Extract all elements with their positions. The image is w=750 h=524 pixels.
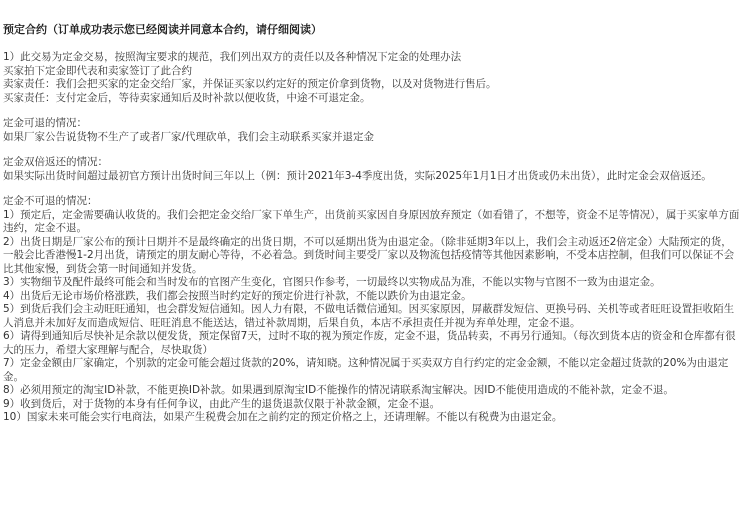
spacer xyxy=(3,144,742,156)
list-item: 3）实物细节及配件最终可能会和当时发布的官图产生变化，官图只作参考，一切最终以实物成品为准，不能以实物与官图不一致为由退定金。 xyxy=(3,276,661,288)
section-heading: 定金不可退的情况： xyxy=(3,195,98,207)
list-item: 8）必须用预定的淘宝ID补款，不能更换ID补款。如果遇到原淘宝ID不能操作的情况请联系淘宝解决。因ID不能使用造成的不能补款，定金不退。 xyxy=(3,384,674,396)
intro-line: 卖家责任：我们会把买家的定金交给厂家，并保证买家以约定好的预定价拿到货物，以及对货物进行售后。 xyxy=(3,78,497,90)
contract-title: 预定合约（订单成功表示您已经阅读并同意本合约，请仔细阅读） xyxy=(3,23,322,36)
double-refund-section xyxy=(3,156,742,183)
list-item: 5）到货后我们会主动旺旺通知，也会群发短信通知。因人力有限，不做电话微信通知。因买家原因，屏蔽群发短信、更换号码、关机等或者旺旺设置拒收陌生人消息并未加好友而造成短信、旺旺消息不能送达，错过补款周期，后果自负，本店不承担责任并视为弃单处理，定金不退。 xyxy=(3,303,735,329)
refundable-section xyxy=(3,117,742,144)
list-item: 7）定金金额由厂家确定，个别款的定金可能会超过货款的20%，请知晓。这种情况属于买卖双方自行约定的定金金额，不能以定金超过货款的20%为由退定金。 xyxy=(3,357,729,383)
intro-line: 买家责任：支付定金后，等待卖家通知后及时补款以便收货，中途不可退定金。 xyxy=(3,91,371,104)
list-item: 6）请得到通知后尽快补足余款以便发货，预定保留7天，过时不取的视为预定作废，定金不退，货品转卖，不再另行通知。（每次到货本店的资金和仓库都有很大的压力，希望大家理解与配合，尽快取货） xyxy=(3,330,736,356)
intro-section xyxy=(3,51,742,105)
list-item: 1）预定后，定金需要确认收货的。我们会把定金交给厂家下单生产，出货前买家因自身原因放弃预定（如看错了，不想等，资金不足等情况），属于买家单方面违约，定金不退。 xyxy=(3,208,740,234)
section-line: 如果厂家公告说货物不生产了或者厂家/代理砍单，我们会主动联系买家并退定金 xyxy=(3,130,375,143)
list-item: 10）国家未来可能会实行电商法，如果产生税费会加在之前约定的预定价格之上，还请理解。不能以有税费为由退定金。 xyxy=(3,411,563,423)
spacer xyxy=(3,105,742,117)
spacer xyxy=(3,183,742,195)
nonrefundable-section xyxy=(3,195,742,425)
list-item: 2）出货日期是厂家公布的预计日期并不是最终确定的出货日期，不可以延期出货为由退定金。（除非延期3年以上，我们会主动返还2倍定金）大陆预定的货，一般会比香港慢1-2月出货，请预定的朋友耐心等待，不必着急。到货时间主要受厂家以及物流包括疫情等其他因素影响，不受本店控制，但我们可以保证不会比其他家慢，到货会第一时间通知并发货。 xyxy=(3,235,735,275)
list-item: 4）出货后无论市场价格涨跌，我们都会按照当时约定好的预定价进行补款，不能以跌价为由退定金。 xyxy=(3,289,472,302)
intro-line: 买家拍下定金即代表和卖家签订了此合约 xyxy=(3,64,192,77)
spacer xyxy=(3,37,742,51)
intro-line: 1）此交易为定金交易，按照淘宝要求的规范，我们列出双方的责任以及各种情况下定金的处理办法 xyxy=(3,51,462,63)
section-heading: 定金可退的情况： xyxy=(3,117,87,129)
section-line: 如果实际出货时间超过最初官方预计出货时间三年以上（例：预计2021年3-4季度出货，实际2025年1月1日才出货或仍未出货），此时定金会双倍返还。 xyxy=(3,169,712,182)
list-item: 9）收到货后，对于货物的本身有任何争议，由此产生的退货退款仅限于补款金额，定金不退。 xyxy=(3,397,441,410)
section-heading: 定金双倍返还的情况： xyxy=(3,156,108,168)
